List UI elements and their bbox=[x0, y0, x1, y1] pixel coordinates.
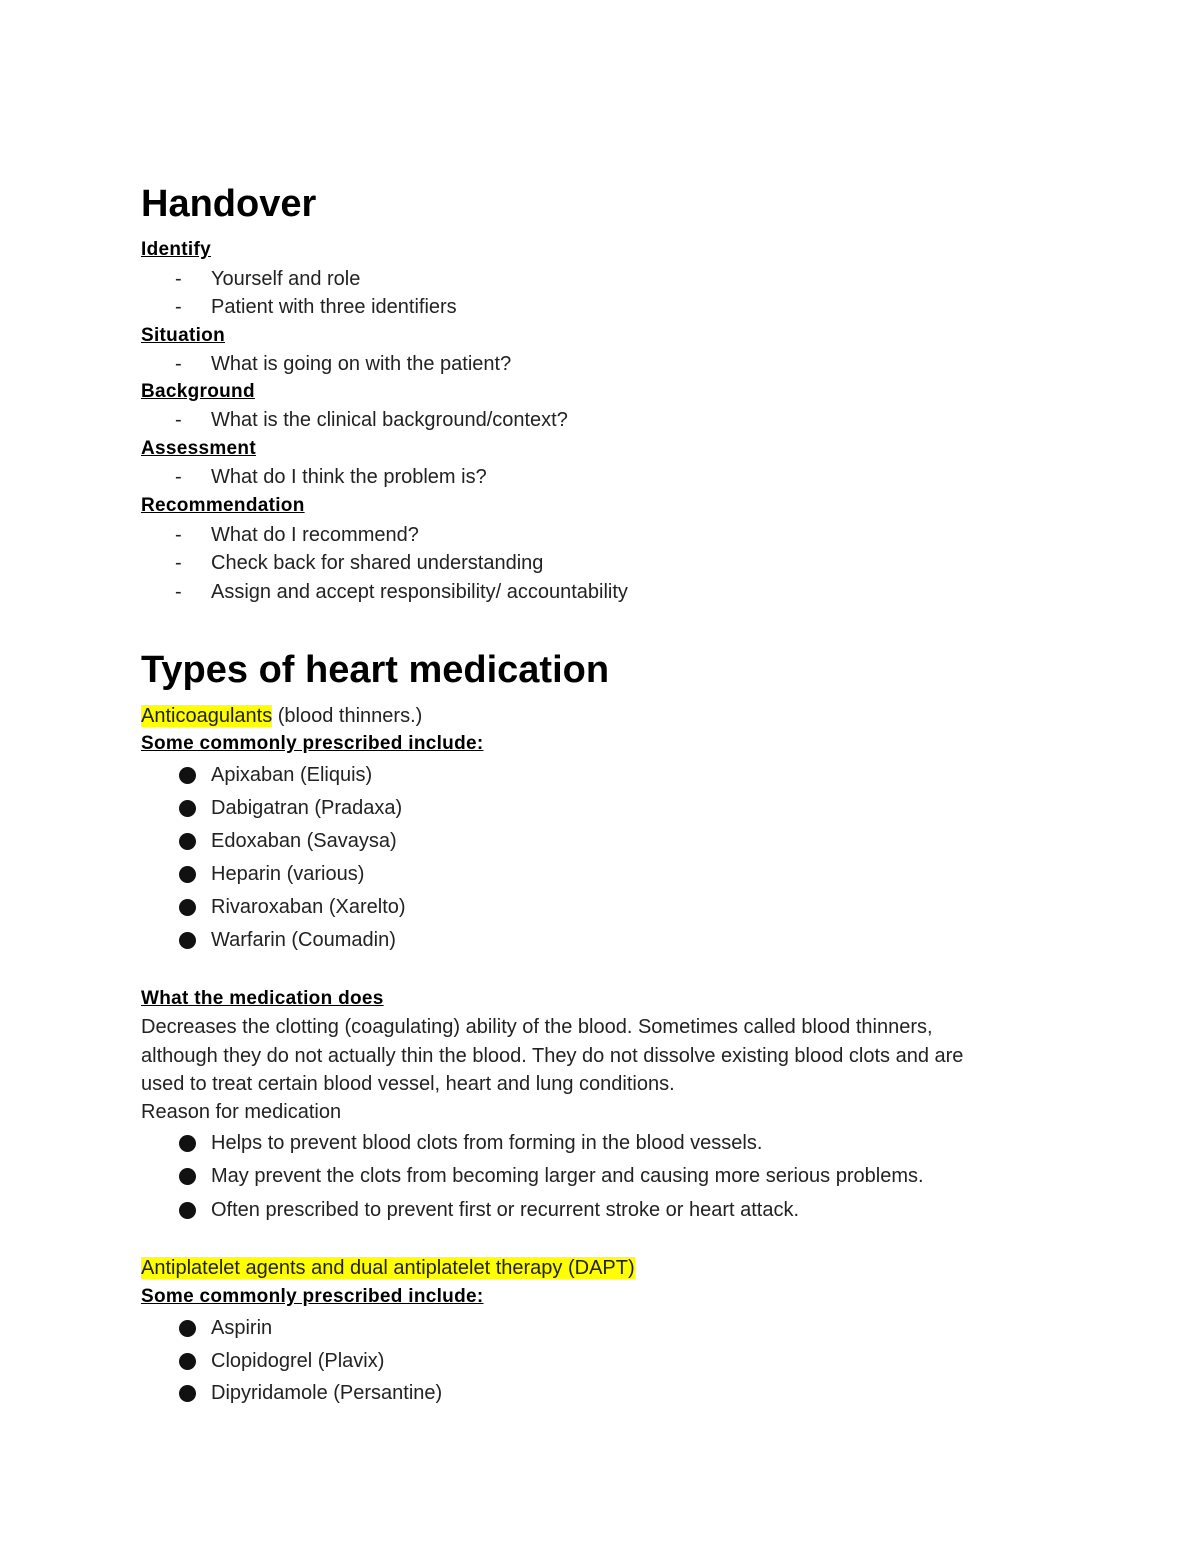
description-line: Decreases the clotting (coagulating) ability of the blood. Sometimes called blood thinners, bbox=[141, 1016, 933, 1038]
list-item: Dipyridamole (Persantine) bbox=[211, 1382, 443, 1404]
list-item: Rivaroxaban (Xarelto) bbox=[211, 896, 406, 918]
reason-label: Reason for medication bbox=[141, 1101, 342, 1123]
list-item: Warfarin (Coumadin) bbox=[211, 929, 396, 951]
list-item: What do I think the problem is? bbox=[211, 466, 487, 488]
list-item: Dabigatran (Pradaxa) bbox=[211, 797, 403, 819]
what-medication-does-heading: What the medication does bbox=[141, 988, 384, 1009]
section-heading-background: Background bbox=[141, 381, 255, 402]
list-item: Clopidogrel (Plavix) bbox=[211, 1350, 385, 1372]
dash-marker: - bbox=[175, 353, 182, 375]
section-heading-recommendation: Recommendation bbox=[141, 495, 305, 516]
bullet-icon bbox=[179, 1385, 196, 1402]
description-line: used to treat certain blood vessel, heart and lung conditions. bbox=[141, 1073, 675, 1095]
bullet-icon bbox=[179, 1320, 196, 1337]
description-line: although they do not actually thin the blood. They do not dissolve existing blood clots and are bbox=[141, 1045, 964, 1067]
antiplatelet-subheading: Some commonly prescribed include: bbox=[141, 1286, 484, 1307]
dash-marker: - bbox=[175, 552, 182, 574]
bullet-icon bbox=[179, 866, 196, 883]
dash-marker: - bbox=[175, 581, 182, 603]
list-item: Heparin (various) bbox=[211, 863, 365, 885]
section-heading-assessment: Assessment bbox=[141, 438, 256, 459]
section-heading-identify: Identify bbox=[141, 239, 211, 260]
list-item: Patient with three identifiers bbox=[211, 296, 457, 318]
bullet-icon bbox=[179, 1135, 196, 1152]
bullet-icon bbox=[179, 833, 196, 850]
list-item: Edoxaban (Savaysa) bbox=[211, 830, 397, 852]
list-item: Yourself and role bbox=[211, 268, 361, 290]
dash-marker: - bbox=[175, 268, 182, 290]
list-item: What do I recommend? bbox=[211, 524, 419, 546]
antiplatelet-highlight: Antiplatelet agents and dual antiplatelet therapy (DAPT) bbox=[141, 1257, 635, 1279]
list-item: What is going on with the patient? bbox=[211, 353, 512, 375]
list-item: Helps to prevent blood clots from forming in the blood vessels. bbox=[211, 1132, 763, 1154]
list-item: Often prescribed to prevent first or recurrent stroke or heart attack. bbox=[211, 1199, 800, 1221]
section-heading-situation: Situation bbox=[141, 325, 225, 346]
medication-title: Types of heart medication bbox=[141, 649, 610, 691]
bullet-icon bbox=[179, 800, 196, 817]
bullet-icon bbox=[179, 767, 196, 784]
dash-marker: - bbox=[175, 466, 182, 488]
bullet-icon bbox=[179, 1168, 196, 1185]
list-item: Check back for shared understanding bbox=[211, 552, 544, 574]
list-item: Assign and accept responsibility/ accountability bbox=[211, 581, 628, 603]
anticoagulants-label-line bbox=[141, 703, 422, 729]
antiplatelet-label-line bbox=[141, 1255, 635, 1281]
anticoagulants-subheading: Some commonly prescribed include: bbox=[141, 733, 484, 754]
anticoagulants-suffix: (blood thinners.) bbox=[272, 705, 423, 727]
dash-marker: - bbox=[175, 409, 182, 431]
dash-marker: - bbox=[175, 296, 182, 318]
list-item: Aspirin bbox=[211, 1317, 273, 1339]
handover-title: Handover bbox=[141, 183, 317, 225]
bullet-icon bbox=[179, 932, 196, 949]
dash-marker: - bbox=[175, 524, 182, 546]
bullet-icon bbox=[179, 899, 196, 916]
list-item: Apixaban (Eliquis) bbox=[211, 764, 373, 786]
anticoagulants-highlight: Anticoagulants bbox=[141, 705, 273, 727]
list-item: May prevent the clots from becoming larger and causing more serious problems. bbox=[211, 1165, 924, 1187]
bullet-icon bbox=[179, 1202, 196, 1219]
list-item: What is the clinical background/context? bbox=[211, 409, 568, 431]
bullet-icon bbox=[179, 1353, 196, 1370]
